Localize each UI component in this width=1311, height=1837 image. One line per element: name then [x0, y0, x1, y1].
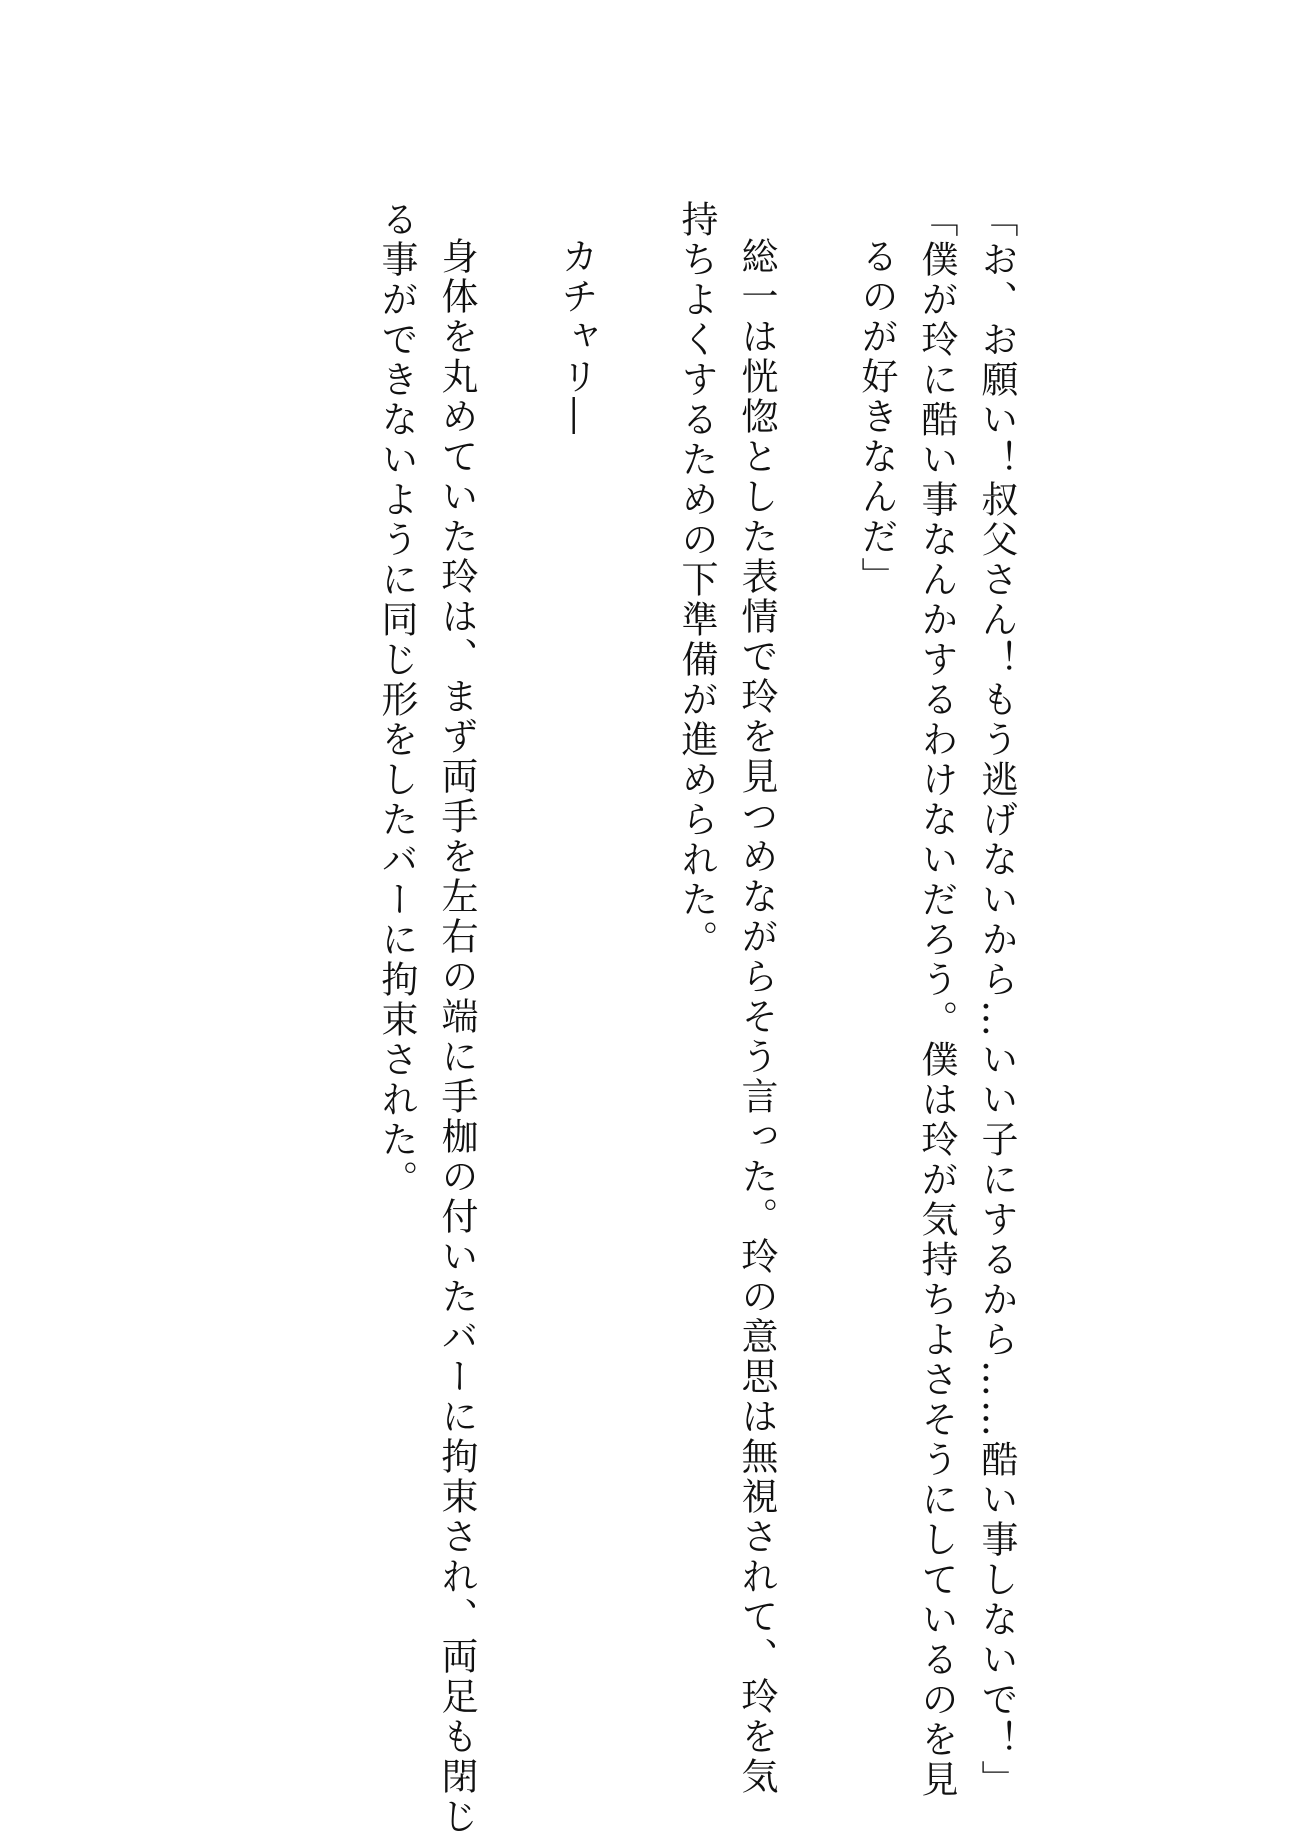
blank-line	[606, 200, 666, 1650]
vertical-text-body	[366, 200, 1026, 1837]
narration-line: 総一は恍惚とした表情で玲を見つめながらそう言った。玲の意思は無視されて、玲を気	[735, 237, 778, 1797]
dialogue-line: 「お、お願い！叔父さん！もう逃げないから…いい子にするから……酷い事しないで！」	[975, 200, 1018, 1800]
dialogue-line: 「僕が玲に酷い事なんかするわけないだろう。僕は玲が気持ちよさそうにしているのを見	[915, 200, 958, 1800]
narration-line: 持ちよくするための下準備が進められた。	[675, 200, 718, 960]
sound-effect-line: カチャリ―	[555, 237, 598, 437]
narration-line: る事ができないように同じ形をしたバーに拘束された。	[375, 200, 418, 1200]
blank-line	[786, 200, 846, 1650]
narration-line: 身体を丸めていた玲は、まず両手を左右の端に手枷の付いたバーに拘束され、両足も閉じ	[435, 237, 478, 1837]
dialogue-line-continued: るのが好きなんだ」	[855, 237, 898, 597]
blank-line	[486, 200, 546, 1650]
